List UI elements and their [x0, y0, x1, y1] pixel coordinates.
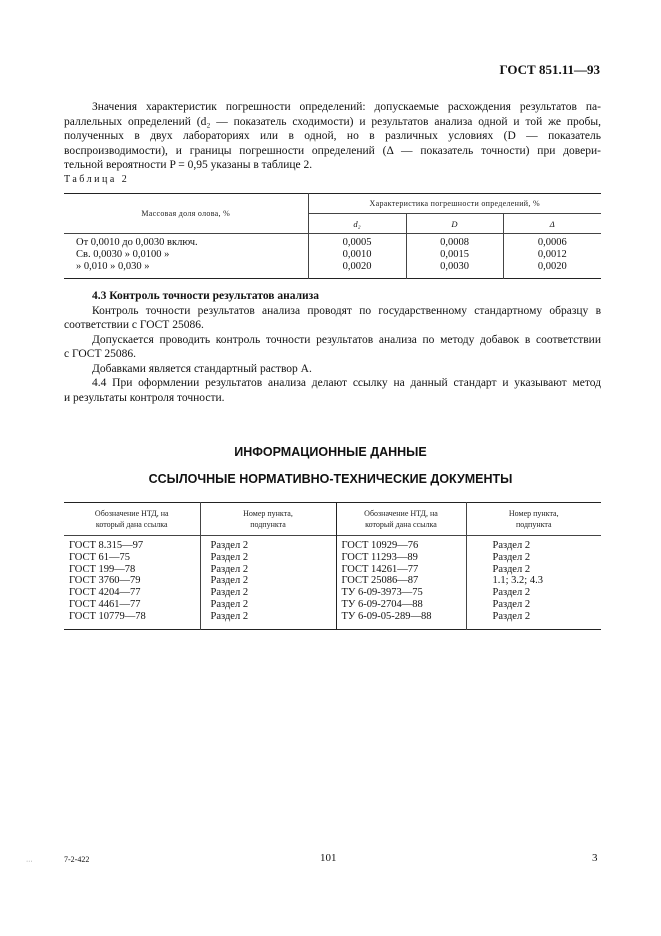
ref-doc-column-right	[336, 536, 466, 630]
list-item: Раздел 2	[210, 610, 249, 622]
list-item: ГОСТ 10929—76	[341, 540, 419, 551]
sub-header-delta: Δ	[503, 214, 601, 234]
delta-column	[503, 234, 601, 279]
list-item: Раздел 2	[210, 540, 249, 551]
references-table	[64, 502, 601, 630]
list-item: ГОСТ 14261—77	[341, 563, 419, 575]
table-cell: 0,0008	[440, 237, 469, 248]
D-column	[406, 234, 503, 279]
order-number: 7-2-422	[64, 855, 90, 864]
section-4-3-line: Добавками является стандартный раствор А.	[92, 362, 312, 375]
list-item: Раздел 2	[210, 551, 249, 563]
list-item: Раздел 2	[492, 563, 531, 575]
section-4-4-line: и результаты контроля точности.	[64, 391, 225, 404]
table-cell: 0,0006	[537, 237, 567, 248]
ref-col-header	[466, 503, 601, 536]
col-char-header: Характеристика погрешности определений, %	[308, 194, 601, 214]
table-cell: 0,0005	[342, 237, 372, 248]
intro-paragraph	[64, 100, 601, 173]
list-item: ГОСТ 8.315—97	[69, 540, 144, 551]
list-item: 1.1; 3.2; 4.3	[492, 575, 543, 587]
table-cell: 0,0020	[342, 261, 372, 272]
ref-item-column-left	[200, 536, 336, 630]
section-4-3-line: Допускается проводить контроль точности результатов анализа по методу добавок в соответствии	[92, 333, 601, 346]
list-item: Раздел 2	[492, 587, 531, 599]
header-line: который дана ссылка	[365, 520, 437, 529]
list-item: ТУ 6-09-3973—75	[341, 587, 423, 599]
list-item: Раздел 2	[492, 540, 531, 551]
table-2	[64, 193, 601, 279]
intro-line: Значения характеристик погрешности определений: допускаемые расхождения результатов па-	[92, 101, 601, 113]
intro-line: воспроизводимости), и границы погрешности определений (Δ — показатель точности) при довери-	[64, 144, 601, 157]
header-line: Обозначение НТД, на	[94, 509, 169, 518]
ref-col-header	[200, 503, 336, 536]
page-number-right: 3	[592, 852, 598, 864]
list-item: Раздел 2	[210, 563, 249, 575]
section-4-3-line: Контроль точности результатов анализа проводят по государственному стандартному образцу в	[92, 304, 601, 317]
d2-column	[308, 234, 406, 279]
mass-fraction-column	[64, 234, 308, 279]
table2-caption: Таблица 2	[64, 174, 130, 185]
table-row-label: » 0,010 » 0,030 »	[76, 261, 150, 272]
section-4-3	[64, 289, 601, 405]
table-cell: 0,0010	[342, 249, 372, 260]
table-cell: 0,0020	[537, 261, 567, 272]
table-cell: 0,0030	[440, 261, 469, 272]
ref-item-column-right	[466, 536, 601, 630]
list-item: ГОСТ 4461—77	[69, 598, 141, 610]
section-4-3-line: с ГОСТ 25086.	[64, 348, 136, 360]
table-cell: 0,0015	[440, 249, 469, 260]
info-heading: ИНФОРМАЦИОННЫЕ ДАННЫЕ	[234, 445, 427, 459]
intro-line: раллельных определений (d₂ — показатель сходимости) и результатов анализа одной и той же пробы,	[64, 115, 601, 128]
sub-header-D: D	[406, 214, 503, 234]
table-row-label: От 0,0010 до 0,0030 включ.	[76, 237, 198, 248]
list-item: Раздел 2	[210, 598, 249, 610]
section-4-3-line: соответствии с ГОСТ 25086.	[64, 319, 204, 331]
sub-header-d2: d₂	[308, 214, 406, 234]
list-item: ГОСТ 3760—79	[69, 575, 141, 587]
document-code: ГОСТ 851.11—93	[499, 62, 600, 77]
list-item: ГОСТ 4204—77	[69, 587, 141, 599]
list-item: ГОСТ 11293—89	[341, 551, 418, 563]
refs-heading: ССЫЛОЧНЫЕ НОРМАТИВНО-ТЕХНИЧЕСКИЕ ДОКУМЕНТЫ	[148, 472, 513, 486]
col-mass-header: Массовая доля олова, %	[64, 194, 308, 234]
list-item: ГОСТ 25086—87	[341, 575, 419, 587]
list-item: Раздел 2	[492, 551, 531, 563]
list-item: ГОСТ 61—75	[69, 551, 131, 563]
ref-col-header	[336, 503, 466, 536]
printer-mark: ···	[26, 858, 33, 865]
header-line: который дана ссылка	[95, 520, 168, 529]
ref-col-header	[64, 503, 200, 536]
list-item: ГОСТ 199—78	[69, 563, 136, 575]
intro-line: тельной вероятности P = 0,95 указаны в таблице 2.	[64, 159, 313, 171]
ref-doc-column-left	[64, 536, 200, 630]
header-line: Номер пункта,	[508, 509, 559, 518]
table-cell: 0,0012	[537, 249, 567, 260]
list-item: ТУ 6-09-05-289—88	[341, 610, 432, 622]
section-4-4-line: 4.4 При оформлении результатов анализа делают ссылку на данный стандарт и указывают метод	[92, 377, 601, 389]
header-line: подпункта	[515, 520, 552, 529]
header-line: Номер пункта,	[243, 509, 293, 518]
list-item: ТУ 6-09-2704—88	[341, 598, 423, 610]
list-item: Раздел 2	[210, 587, 249, 599]
page-number-center: 101	[320, 852, 337, 864]
table-row-label: Св. 0,0030 » 0,0100 »	[76, 249, 170, 260]
list-item: Раздел 2	[492, 598, 531, 610]
header-line: Обозначение НТД, на	[364, 509, 438, 518]
list-item: ГОСТ 10779—78	[69, 610, 146, 622]
list-item: Раздел 2	[210, 575, 249, 587]
header-line: подпункта	[250, 520, 286, 529]
intro-line: полученных в двух лабораториях или в одной, но в различных условиях (D — показатель	[64, 130, 601, 142]
section-4-3-title: 4.3 Контроль точности результатов анализа	[92, 290, 320, 302]
list-item: Раздел 2	[492, 610, 531, 622]
